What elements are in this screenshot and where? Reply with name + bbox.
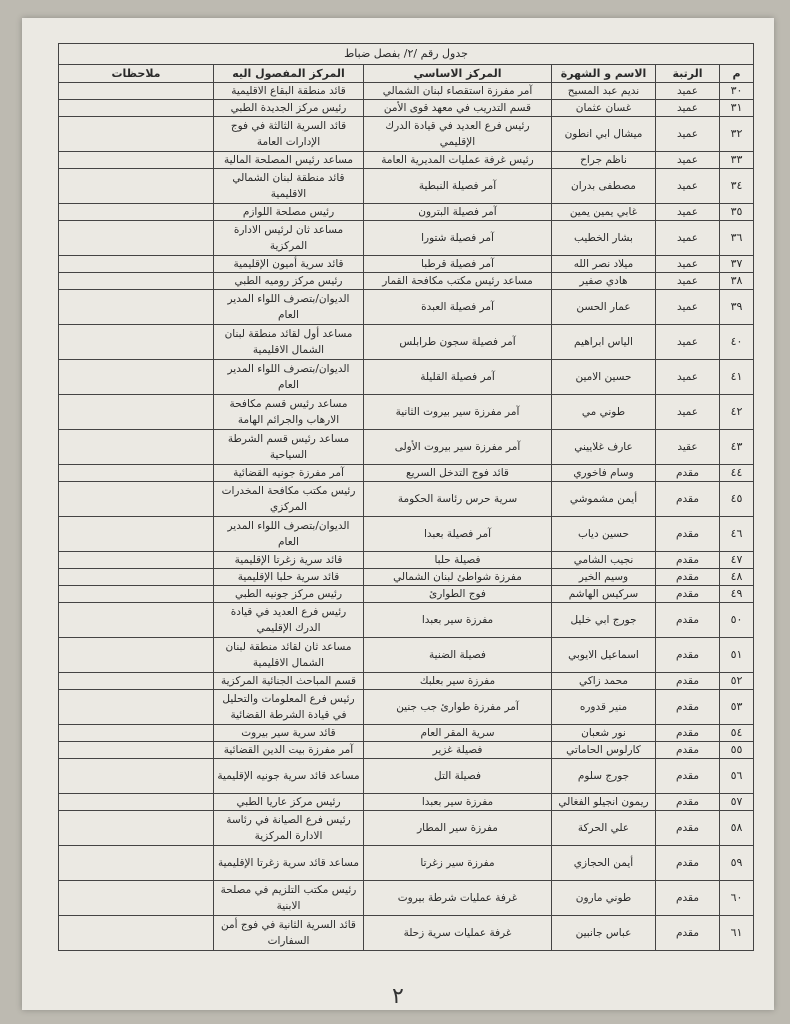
- row-name: ميشال ابي انطون: [552, 117, 656, 152]
- row-name: محمد زاكي: [552, 673, 656, 690]
- row-name: علي الحركة: [552, 811, 656, 846]
- row-notes: [59, 846, 214, 881]
- table-row: [59, 273, 754, 290]
- row-name: طوني مي: [552, 395, 656, 430]
- row-notes: [59, 256, 214, 273]
- row-name: جورج ابي خليل: [552, 603, 656, 638]
- row-origin: آمر فصيلة البترون: [364, 204, 552, 221]
- row-notes: [59, 690, 214, 725]
- row-destination: قائد سرية زغرتا الإقليمية: [214, 552, 364, 569]
- row-origin: غرفة عمليات شرطة بيروت: [364, 881, 552, 916]
- row-destination: مساعد رئيس قسم مكافحة الارهاب والجرائم الهامة: [214, 395, 364, 430]
- row-destination: الديوان/بتصرف اللواء المدير العام: [214, 360, 364, 395]
- row-origin: فصيلة الضنية: [364, 638, 552, 673]
- row-notes: [59, 517, 214, 552]
- row-origin: مفرزة سير بعبدا: [364, 603, 552, 638]
- row-origin: رئيس غرفة عمليات المديرية العامة: [364, 152, 552, 169]
- row-origin: فصيلة حلبا: [364, 552, 552, 569]
- row-destination: رئيس مركز عاريا الطبي: [214, 794, 364, 811]
- row-destination: قائد منطقة لبنان الشمالي الاقليمية: [214, 169, 364, 204]
- row-number: ٣٩: [720, 290, 754, 325]
- row-origin: قائد فوج التدخل السريع: [364, 465, 552, 482]
- row-notes: [59, 100, 214, 117]
- row-rank: مقدم: [656, 811, 720, 846]
- row-name: جورج سلوم: [552, 759, 656, 794]
- row-notes: [59, 290, 214, 325]
- row-name: أيمن الحجازي: [552, 846, 656, 881]
- row-number: ٣٥: [720, 204, 754, 221]
- row-origin: غرفة عمليات سرية زحلة: [364, 916, 552, 951]
- row-origin: آمر فصيلة قرطبا: [364, 256, 552, 273]
- page-number: ٢: [392, 984, 404, 1009]
- table-row: [59, 811, 754, 846]
- officers-transfer-table: [58, 43, 754, 951]
- table-row: [59, 586, 754, 603]
- row-notes: [59, 811, 214, 846]
- row-destination: رئيس مركز روميه الطبي: [214, 273, 364, 290]
- row-rank: مقدم: [656, 552, 720, 569]
- table-row: [59, 517, 754, 552]
- table-row: [59, 846, 754, 881]
- row-origin: مفرزة سير بعلبك: [364, 673, 552, 690]
- row-rank: مقدم: [656, 603, 720, 638]
- row-destination: قائد منطقة البقاع الاقليمية: [214, 83, 364, 100]
- header-notes: ملاحظات: [59, 65, 214, 83]
- row-number: ٤٣: [720, 430, 754, 465]
- row-destination: مساعد ثان لرئيس الادارة المركزية: [214, 221, 364, 256]
- row-notes: [59, 916, 214, 951]
- row-notes: [59, 360, 214, 395]
- row-rank: عميد: [656, 117, 720, 152]
- row-origin: آمر مفرزة طوارئ جب جنين: [364, 690, 552, 725]
- row-origin: آمر فصيلة سجون طرابلس: [364, 325, 552, 360]
- row-rank: مقدم: [656, 759, 720, 794]
- row-number: ٥٤: [720, 725, 754, 742]
- header-num: م: [720, 65, 754, 83]
- table-row: [59, 881, 754, 916]
- row-destination: قائد سرية أميون الإقليمية: [214, 256, 364, 273]
- row-number: ٤٧: [720, 552, 754, 569]
- table-row: [59, 569, 754, 586]
- row-rank: عميد: [656, 204, 720, 221]
- table-row: [59, 152, 754, 169]
- row-notes: [59, 117, 214, 152]
- row-notes: [59, 221, 214, 256]
- row-origin: سرية المقر العام: [364, 725, 552, 742]
- header-name: الاسم و الشهرة: [552, 65, 656, 83]
- row-destination: رئيس مصلحة اللوازم: [214, 204, 364, 221]
- row-notes: [59, 465, 214, 482]
- table-row: [59, 552, 754, 569]
- row-destination: مساعد أول لقائد منطقة لبنان الشمال الاقليمية: [214, 325, 364, 360]
- table-row: [59, 256, 754, 273]
- table-row: [59, 673, 754, 690]
- row-number: ٥٥: [720, 742, 754, 759]
- row-notes: [59, 725, 214, 742]
- row-origin: فوج الطوارئ: [364, 586, 552, 603]
- table-row: [59, 759, 754, 794]
- row-rank: مقدم: [656, 638, 720, 673]
- row-destination: آمر مفرزة بيت الدين القضائية: [214, 742, 364, 759]
- row-rank: مقدم: [656, 465, 720, 482]
- row-destination: آمر مفرزة جونيه القضائية: [214, 465, 364, 482]
- row-destination: رئيس مكتب التلزيم في مصلحة الابنية: [214, 881, 364, 916]
- row-notes: [59, 395, 214, 430]
- row-number: ٥٦: [720, 759, 754, 794]
- row-origin: آمر فصيلة شتورا: [364, 221, 552, 256]
- row-number: ٣٠: [720, 83, 754, 100]
- row-name: سركيس الهاشم: [552, 586, 656, 603]
- row-number: ٥٣: [720, 690, 754, 725]
- row-name: اسماعيل الايوبي: [552, 638, 656, 673]
- row-name: عباس جانبين: [552, 916, 656, 951]
- row-origin: آمر مفرزة استقصاء لبنان الشمالي: [364, 83, 552, 100]
- row-destination: مساعد رئيس المصلحة المالية: [214, 152, 364, 169]
- table-row: [59, 395, 754, 430]
- row-destination: قائد السرية الثانية في فوج أمن السفارات: [214, 916, 364, 951]
- row-number: ٤٢: [720, 395, 754, 430]
- row-rank: عميد: [656, 83, 720, 100]
- row-destination: رئيس مكتب مكافحة المخدرات المركزي: [214, 482, 364, 517]
- header-origin: المركز الاساسي: [364, 65, 552, 83]
- row-destination: رئيس فرع العديد في قيادة الدرك الإقليمي: [214, 603, 364, 638]
- row-number: ٣٧: [720, 256, 754, 273]
- row-rank: عقيد: [656, 430, 720, 465]
- row-notes: [59, 881, 214, 916]
- row-rank: مقدم: [656, 673, 720, 690]
- row-rank: عميد: [656, 256, 720, 273]
- row-notes: [59, 794, 214, 811]
- row-number: ٤٦: [720, 517, 754, 552]
- row-number: ٥٢: [720, 673, 754, 690]
- row-notes: [59, 204, 214, 221]
- row-destination: رئيس مركز جونيه الطبي: [214, 586, 364, 603]
- row-destination: رئيس فرع المعلومات والتحليل في قيادة الشرطة القضائية: [214, 690, 364, 725]
- row-notes: [59, 569, 214, 586]
- row-rank: مقدم: [656, 482, 720, 517]
- row-name: منير قدوره: [552, 690, 656, 725]
- row-notes: [59, 759, 214, 794]
- row-name: نور شعبان: [552, 725, 656, 742]
- row-origin: آمر فصيلة النبطية: [364, 169, 552, 204]
- row-number: ٤٩: [720, 586, 754, 603]
- row-notes: [59, 742, 214, 759]
- row-rank: مقدم: [656, 742, 720, 759]
- table-row: [59, 725, 754, 742]
- row-number: ٣١: [720, 100, 754, 117]
- row-rank: عميد: [656, 169, 720, 204]
- row-name: غابي يمين يمين: [552, 204, 656, 221]
- row-destination: قائد السرية الثالثة في فوج الإدارات العامة: [214, 117, 364, 152]
- row-origin: آمر مفرزة سير بيروت الأولى: [364, 430, 552, 465]
- header-rank: الرتبة: [656, 65, 720, 83]
- row-rank: عميد: [656, 221, 720, 256]
- row-rank: مقدم: [656, 794, 720, 811]
- row-rank: عميد: [656, 100, 720, 117]
- row-notes: [59, 586, 214, 603]
- row-number: ٤١: [720, 360, 754, 395]
- row-rank: مقدم: [656, 517, 720, 552]
- row-notes: [59, 169, 214, 204]
- table-caption: جدول رقم /٢/ بفصل ضباط: [59, 44, 754, 65]
- row-destination: مساعد قائد سرية زغرتا الإقليمية: [214, 846, 364, 881]
- row-name: ناظم جراح: [552, 152, 656, 169]
- row-number: ٤٤: [720, 465, 754, 482]
- row-destination: قائد سرية سير بيروت: [214, 725, 364, 742]
- row-name: ميلاد نصر الله: [552, 256, 656, 273]
- row-rank: مقدم: [656, 690, 720, 725]
- row-notes: [59, 273, 214, 290]
- row-notes: [59, 83, 214, 100]
- table-row: [59, 916, 754, 951]
- header-destination: المركز المفصول اليه: [214, 65, 364, 83]
- row-name: حسين الامين: [552, 360, 656, 395]
- row-notes: [59, 430, 214, 465]
- table-row: [59, 482, 754, 517]
- table-row: [59, 360, 754, 395]
- row-number: ٣٢: [720, 117, 754, 152]
- row-name: بشار الخطيب: [552, 221, 656, 256]
- row-name: طوني مارون: [552, 881, 656, 916]
- row-rank: عميد: [656, 290, 720, 325]
- table-row: [59, 690, 754, 725]
- row-rank: عميد: [656, 325, 720, 360]
- row-destination: مساعد ثان لقائد منطقة لبنان الشمال الاقليمية: [214, 638, 364, 673]
- row-number: ٥٨: [720, 811, 754, 846]
- row-number: ٥٧: [720, 794, 754, 811]
- row-destination: رئيس فرع الصيانة في رئاسة الادارة المركزية: [214, 811, 364, 846]
- table-row: [59, 465, 754, 482]
- row-name: غسان عثمان: [552, 100, 656, 117]
- row-name: ريمون انجيلو الفغالي: [552, 794, 656, 811]
- row-origin: فصيلة التل: [364, 759, 552, 794]
- row-origin: مفرزة سير المطار: [364, 811, 552, 846]
- row-destination: قسم المباحث الجنائية المركزية: [214, 673, 364, 690]
- row-origin: مفرزة شواطئ لبنان الشمالي: [364, 569, 552, 586]
- row-notes: [59, 325, 214, 360]
- table-row: [59, 603, 754, 638]
- row-rank: عميد: [656, 395, 720, 430]
- table-row: [59, 290, 754, 325]
- row-number: ٥٠: [720, 603, 754, 638]
- row-number: ٥١: [720, 638, 754, 673]
- row-origin: رئيس فرع العديد في قيادة الدرك الإقليمي: [364, 117, 552, 152]
- row-notes: [59, 482, 214, 517]
- row-name: أيمن مشموشي: [552, 482, 656, 517]
- row-rank: مقدم: [656, 916, 720, 951]
- row-origin: آمر فصيلة القليلة: [364, 360, 552, 395]
- row-origin: قسم التدريب في معهد قوى الأمن: [364, 100, 552, 117]
- row-notes: [59, 673, 214, 690]
- table-row: [59, 742, 754, 759]
- row-notes: [59, 603, 214, 638]
- row-destination: الديوان/بتصرف اللواء المدير العام: [214, 517, 364, 552]
- row-name: عمار الحسن: [552, 290, 656, 325]
- row-rank: عميد: [656, 360, 720, 395]
- row-rank: مقدم: [656, 586, 720, 603]
- row-name: وسيم الخير: [552, 569, 656, 586]
- row-name: كارلوس الحاماتي: [552, 742, 656, 759]
- row-number: ٤٨: [720, 569, 754, 586]
- row-origin: مفرزة سير زغرتا: [364, 846, 552, 881]
- row-number: ٣٦: [720, 221, 754, 256]
- row-rank: مقدم: [656, 846, 720, 881]
- row-destination: رئيس مركز الجديدة الطبي: [214, 100, 364, 117]
- table-row: [59, 117, 754, 152]
- table-body: [59, 83, 754, 951]
- row-number: ٣٨: [720, 273, 754, 290]
- row-notes: [59, 638, 214, 673]
- row-name: نجيب الشامي: [552, 552, 656, 569]
- row-origin: فصيلة غزير: [364, 742, 552, 759]
- table-row: [59, 325, 754, 360]
- row-number: ٤٥: [720, 482, 754, 517]
- table-row: [59, 794, 754, 811]
- table-row: [59, 430, 754, 465]
- table-row: [59, 100, 754, 117]
- row-origin: مساعد رئيس مكتب مكافحة القمار: [364, 273, 552, 290]
- row-destination: الديوان/بتصرف اللواء المدير العام: [214, 290, 364, 325]
- row-rank: مقدم: [656, 725, 720, 742]
- row-name: هادي صفير: [552, 273, 656, 290]
- row-name: الياس ابراهيم: [552, 325, 656, 360]
- row-name: مصطفى بدران: [552, 169, 656, 204]
- row-destination: مساعد قائد سرية جونيه الإقليمية: [214, 759, 364, 794]
- row-rank: عميد: [656, 152, 720, 169]
- row-name: وسام فاخوري: [552, 465, 656, 482]
- row-number: ٦٠: [720, 881, 754, 916]
- row-number: ٦١: [720, 916, 754, 951]
- row-rank: مقدم: [656, 569, 720, 586]
- row-notes: [59, 152, 214, 169]
- row-origin: مفرزة سير بعبدا: [364, 794, 552, 811]
- table-row: [59, 169, 754, 204]
- row-destination: قائد سرية حلبا الإقليمية: [214, 569, 364, 586]
- row-rank: مقدم: [656, 881, 720, 916]
- row-origin: آمر مفرزة سير بيروت الثانية: [364, 395, 552, 430]
- row-name: نديم عبد المسيح: [552, 83, 656, 100]
- table-row: [59, 638, 754, 673]
- row-origin: آمر فصيلة العبدة: [364, 290, 552, 325]
- row-number: ٥٩: [720, 846, 754, 881]
- row-notes: [59, 552, 214, 569]
- row-rank: عميد: [656, 273, 720, 290]
- row-number: ٣٤: [720, 169, 754, 204]
- table-row: [59, 83, 754, 100]
- row-number: ٣٣: [720, 152, 754, 169]
- row-origin: آمر فصيلة بعبدا: [364, 517, 552, 552]
- row-name: عارف غلاييني: [552, 430, 656, 465]
- table-row: [59, 221, 754, 256]
- row-name: حسين دياب: [552, 517, 656, 552]
- row-destination: مساعد رئيس قسم الشرطة السياحية: [214, 430, 364, 465]
- row-number: ٤٠: [720, 325, 754, 360]
- table-row: [59, 204, 754, 221]
- row-origin: سرية حرس رئاسة الحكومة: [364, 482, 552, 517]
